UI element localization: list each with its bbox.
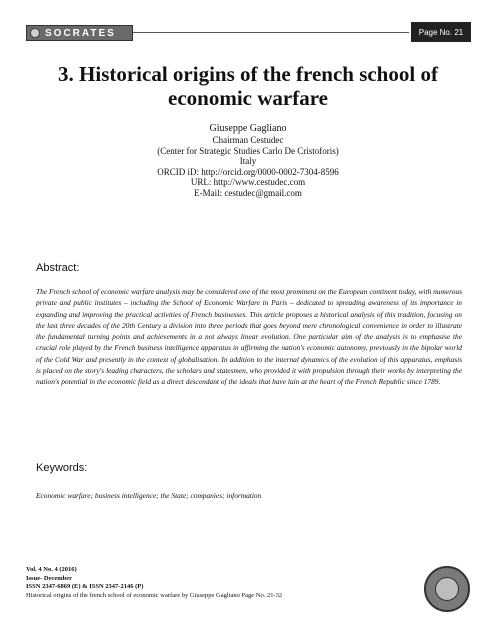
- author-info: [30, 123, 466, 198]
- header-divider: [133, 32, 409, 33]
- footer-volume: Vol. 4 No. 4 (2016): [26, 566, 77, 573]
- author-affiliation: (Center for Strategic Studies Carlo De Cristoforis): [157, 145, 339, 156]
- author-orcid-link[interactable]: ORCID iD: http://orcid.org/0000-0002-7304-8596: [157, 166, 339, 177]
- footer-issue: Issue- December: [26, 574, 73, 582]
- author-email-link[interactable]: E-Mail: cestudec@gmail.com: [194, 187, 302, 198]
- keywords-heading: Keywords:: [36, 462, 88, 474]
- author-role: Chairman Cestudec: [212, 135, 284, 145]
- author-name: Giuseppe Gagliano: [209, 123, 287, 134]
- article-title-line-2: economic warfare: [168, 86, 328, 110]
- journal-header: [26, 22, 471, 44]
- keywords-text: Economic warfare; business intelligence; the State; companies; information: [36, 491, 262, 500]
- author-url-link[interactable]: URL: http://www.cestudec.com: [190, 177, 306, 187]
- footer-issn: ISSN 2347-6869 (E) & ISSN 2347-2146 (P): [26, 583, 144, 590]
- journal-logo: [26, 25, 133, 41]
- page-number-badge: Page No. 21: [411, 22, 471, 42]
- journal-logo-text: SOCRATES: [45, 27, 116, 39]
- footer-citation: Historical origins of the french school of economic warfare by Giuseppe Gagliano Page No. 21-32: [26, 591, 283, 599]
- article-title: [30, 62, 466, 110]
- abstract-heading: Abstract:: [36, 262, 80, 274]
- author-country: Italy: [239, 156, 257, 166]
- socrates-seal-icon: [424, 566, 470, 612]
- owl-emblem-icon: [30, 28, 40, 38]
- journal-footer: [26, 566, 282, 600]
- abstract-text: The French school of economic warfare analysis may be considered one of the most prominent on the European continent today, with numerous private and public institutes – including the School of Economic Warfare in Paris – dedicated to spreading awareness of its importance in expanding and improving the practical activities of French businesses. This article proposes a historical analysis of this tradition, focusing on the last three decades of the 20th Century a division into three periods that goes beyond mere chronological convenience in order to illustrate the fundamental turning points and achievements in a not always linear evolution. One particular aim of the analysis is to emphasise the crucial role played by the French business intelligence apparatus in affirming the nation's economic autonomy, previously in the bipolar world of the Cold War and presently in the context of globalisation. In addition to the internal dynamics of the evolution of this apparatus, emphasis is placed on the story's leading characters, the scholars and statesmen, who provided it with propulsion through their works by interpreting the nation's potential in the economic field as a direct descendant of the ideals that have lain at the heart of the French Republic since 1789.: [36, 287, 462, 387]
- article-title-line-1: 3. Historical origins of the french school of: [58, 62, 438, 86]
- seal-emblem-icon: [435, 577, 459, 601]
